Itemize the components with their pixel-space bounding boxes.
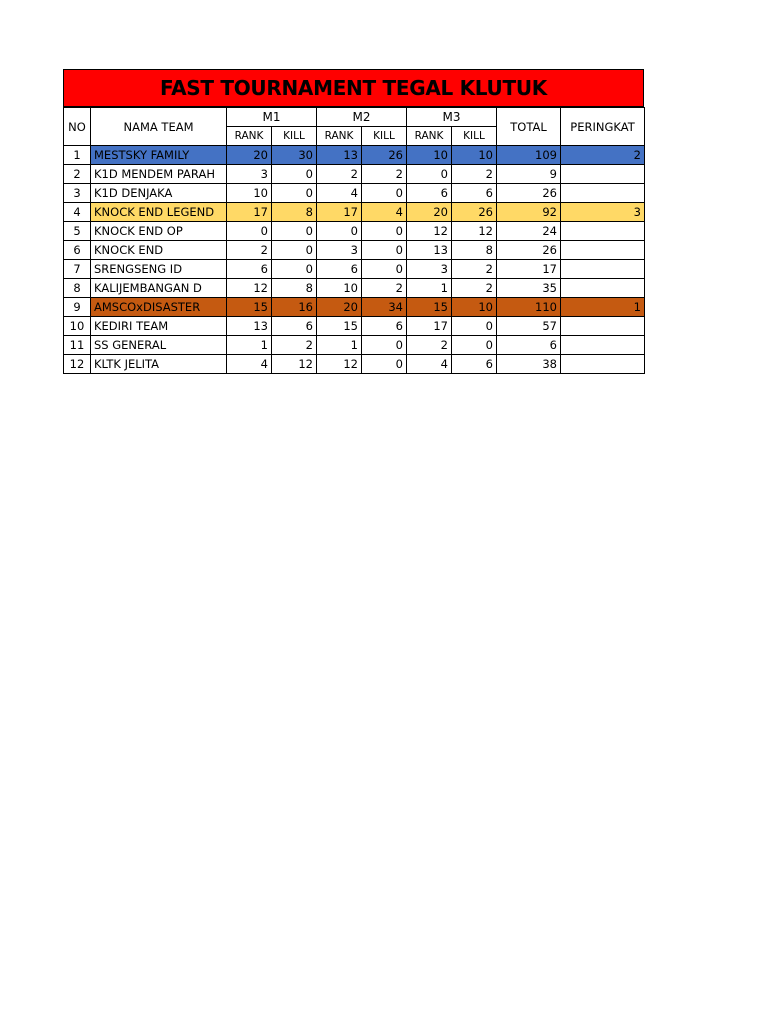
place-cell: [561, 184, 645, 203]
m3-rank-cell: 0: [407, 165, 452, 184]
place-cell: [561, 336, 645, 355]
m2-kill-cell: 0: [362, 241, 407, 260]
place-cell: [561, 260, 645, 279]
m2-rank-cell: 1: [317, 336, 362, 355]
m3-rank-cell: 10: [407, 146, 452, 165]
m2-kill-cell: 2: [362, 279, 407, 298]
m2-kill-cell: 6: [362, 317, 407, 336]
team-name: KNOCK END OP: [91, 222, 227, 241]
row-number: 11: [64, 336, 91, 355]
total-cell: 6: [497, 336, 561, 355]
header-m3-rank: RANK: [407, 127, 452, 146]
table-row: [64, 241, 645, 260]
place-cell: [561, 165, 645, 184]
m1-kill-cell: 30: [272, 146, 317, 165]
m2-kill-cell: 0: [362, 336, 407, 355]
header-m1: M1: [227, 108, 317, 127]
total-cell: 35: [497, 279, 561, 298]
team-name: AMSCOxDISASTER: [91, 298, 227, 317]
row-number: 12: [64, 355, 91, 374]
m1-kill-cell: 2: [272, 336, 317, 355]
m2-kill-cell: 26: [362, 146, 407, 165]
total-cell: 26: [497, 241, 561, 260]
m2-kill-cell: 2: [362, 165, 407, 184]
team-name: KALIJEMBANGAN D: [91, 279, 227, 298]
standings-table: [63, 107, 645, 374]
header-m3-kill: KILL: [452, 127, 497, 146]
m1-rank-cell: 20: [227, 146, 272, 165]
m2-rank-cell: 10: [317, 279, 362, 298]
place-cell: [561, 317, 645, 336]
m1-rank-cell: 4: [227, 355, 272, 374]
team-name: SS GENERAL: [91, 336, 227, 355]
table-row: [64, 260, 645, 279]
place-cell: [561, 241, 645, 260]
m1-kill-cell: 0: [272, 222, 317, 241]
m3-rank-cell: 20: [407, 203, 452, 222]
m3-rank-cell: 17: [407, 317, 452, 336]
total-cell: 92: [497, 203, 561, 222]
header-m2-rank: RANK: [317, 127, 362, 146]
total-cell: 17: [497, 260, 561, 279]
table-row: [64, 317, 645, 336]
team-name: MESTSKY FAMILY: [91, 146, 227, 165]
place-cell: 3: [561, 203, 645, 222]
m1-rank-cell: 2: [227, 241, 272, 260]
row-number: 2: [64, 165, 91, 184]
m2-rank-cell: 17: [317, 203, 362, 222]
m1-rank-cell: 13: [227, 317, 272, 336]
table-row: [64, 184, 645, 203]
row-number: 6: [64, 241, 91, 260]
m3-kill-cell: 6: [452, 355, 497, 374]
place-cell: [561, 222, 645, 241]
header-place: PERINGKAT: [561, 108, 645, 146]
m2-kill-cell: 0: [362, 260, 407, 279]
m2-rank-cell: 20: [317, 298, 362, 317]
table-row: [64, 279, 645, 298]
m3-kill-cell: 10: [452, 298, 497, 317]
m3-rank-cell: 13: [407, 241, 452, 260]
standings-body: [64, 146, 645, 374]
m3-kill-cell: 10: [452, 146, 497, 165]
m2-kill-cell: 4: [362, 203, 407, 222]
table-row: [64, 203, 645, 222]
m1-rank-cell: 17: [227, 203, 272, 222]
total-cell: 9: [497, 165, 561, 184]
row-number: 10: [64, 317, 91, 336]
m2-rank-cell: 3: [317, 241, 362, 260]
m1-kill-cell: 8: [272, 279, 317, 298]
m1-rank-cell: 15: [227, 298, 272, 317]
total-cell: 26: [497, 184, 561, 203]
team-name: KNOCK END: [91, 241, 227, 260]
total-cell: 109: [497, 146, 561, 165]
m1-kill-cell: 16: [272, 298, 317, 317]
m3-kill-cell: 2: [452, 165, 497, 184]
m2-kill-cell: 0: [362, 355, 407, 374]
team-name: SRENGSENG ID: [91, 260, 227, 279]
header-m2: M2: [317, 108, 407, 127]
m1-kill-cell: 0: [272, 241, 317, 260]
m3-kill-cell: 2: [452, 279, 497, 298]
table-row: [64, 336, 645, 355]
m3-rank-cell: 15: [407, 298, 452, 317]
m1-rank-cell: 1: [227, 336, 272, 355]
team-name: KLTK JELITA: [91, 355, 227, 374]
team-name: K1D MENDEM PARAH: [91, 165, 227, 184]
m2-rank-cell: 12: [317, 355, 362, 374]
table-row: [64, 222, 645, 241]
team-name: KEDIRI TEAM: [91, 317, 227, 336]
row-number: 7: [64, 260, 91, 279]
m1-kill-cell: 0: [272, 184, 317, 203]
m2-rank-cell: 13: [317, 146, 362, 165]
m2-kill-cell: 0: [362, 184, 407, 203]
m3-kill-cell: 0: [452, 336, 497, 355]
m3-kill-cell: 8: [452, 241, 497, 260]
m1-kill-cell: 6: [272, 317, 317, 336]
m1-kill-cell: 0: [272, 165, 317, 184]
team-name: K1D DENJAKA: [91, 184, 227, 203]
m1-kill-cell: 12: [272, 355, 317, 374]
table-row: [64, 146, 645, 165]
header-row-top: [64, 108, 645, 127]
place-cell: [561, 279, 645, 298]
standings-sheet: [63, 69, 644, 374]
place-cell: [561, 355, 645, 374]
row-number: 5: [64, 222, 91, 241]
total-cell: 57: [497, 317, 561, 336]
total-cell: 24: [497, 222, 561, 241]
m2-rank-cell: 15: [317, 317, 362, 336]
m3-rank-cell: 6: [407, 184, 452, 203]
m2-kill-cell: 34: [362, 298, 407, 317]
m1-rank-cell: 6: [227, 260, 272, 279]
header-m1-rank: RANK: [227, 127, 272, 146]
m3-rank-cell: 2: [407, 336, 452, 355]
tournament-title: FAST TOURNAMENT TEGAL KLUTUK: [63, 69, 644, 107]
place-cell: 1: [561, 298, 645, 317]
m3-kill-cell: 2: [452, 260, 497, 279]
team-name: KNOCK END LEGEND: [91, 203, 227, 222]
header-total: TOTAL: [497, 108, 561, 146]
m3-kill-cell: 26: [452, 203, 497, 222]
m1-rank-cell: 3: [227, 165, 272, 184]
m3-rank-cell: 12: [407, 222, 452, 241]
total-cell: 110: [497, 298, 561, 317]
m2-rank-cell: 6: [317, 260, 362, 279]
row-number: 3: [64, 184, 91, 203]
m2-rank-cell: 2: [317, 165, 362, 184]
m3-rank-cell: 1: [407, 279, 452, 298]
m1-rank-cell: 12: [227, 279, 272, 298]
row-number: 9: [64, 298, 91, 317]
m3-kill-cell: 12: [452, 222, 497, 241]
m2-rank-cell: 0: [317, 222, 362, 241]
m1-rank-cell: 0: [227, 222, 272, 241]
header-team: NAMA TEAM: [91, 108, 227, 146]
table-row: [64, 355, 645, 374]
m3-rank-cell: 4: [407, 355, 452, 374]
m1-kill-cell: 8: [272, 203, 317, 222]
header-m3: M3: [407, 108, 497, 127]
m2-kill-cell: 0: [362, 222, 407, 241]
row-number: 1: [64, 146, 91, 165]
row-number: 4: [64, 203, 91, 222]
m3-rank-cell: 3: [407, 260, 452, 279]
m2-rank-cell: 4: [317, 184, 362, 203]
total-cell: 38: [497, 355, 561, 374]
m3-kill-cell: 6: [452, 184, 497, 203]
header-no: NO: [64, 108, 91, 146]
m3-kill-cell: 0: [452, 317, 497, 336]
header-m2-kill: KILL: [362, 127, 407, 146]
place-cell: 2: [561, 146, 645, 165]
m1-rank-cell: 10: [227, 184, 272, 203]
table-row: [64, 165, 645, 184]
header-m1-kill: KILL: [272, 127, 317, 146]
m1-kill-cell: 0: [272, 260, 317, 279]
table-row: [64, 298, 645, 317]
row-number: 8: [64, 279, 91, 298]
